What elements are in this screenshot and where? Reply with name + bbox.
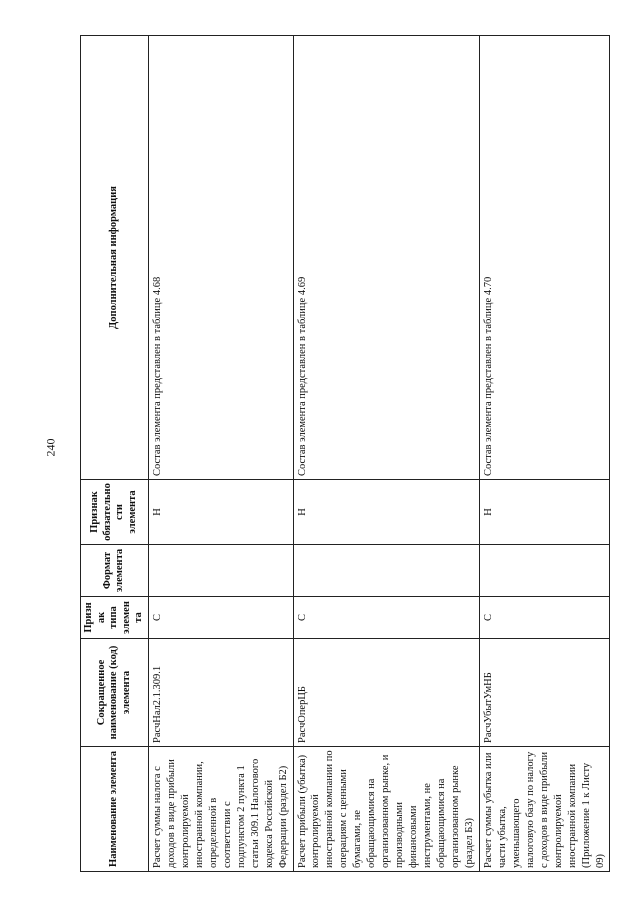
header-info: Дополнительная информация	[81, 36, 149, 480]
table-row	[148, 36, 293, 872]
cell-info: Состав элемента представлен в таблице 4.70	[479, 36, 610, 480]
cell-required: Н	[479, 480, 610, 545]
cell-code: РасчОперЦБ	[293, 639, 479, 747]
cell-name: Расчет суммы убытка или части убытка, уменьшающего налоговую базу по налогу с доходов в виде прибыли контролируемой иностранной компании (Приложение 1 к Листу 09)	[479, 747, 610, 872]
header-name: Наименование элемента	[81, 747, 149, 872]
header-required: Признак обязательности элемента	[81, 480, 149, 545]
cell-code: РасчУбытУмНБ	[479, 639, 610, 747]
cell-info: Состав элемента представлен в таблице 4.68	[148, 36, 293, 480]
cell-type: С	[479, 597, 610, 639]
cell-code: РасчНал2.1.309.1	[148, 639, 293, 747]
cell-required: Н	[293, 480, 479, 545]
header-type: Признак типа элемента	[81, 597, 149, 639]
cell-format	[293, 545, 479, 597]
elements-table	[80, 35, 610, 872]
table-row	[293, 36, 479, 872]
table-row	[479, 36, 610, 872]
header-format: Формат элемента	[81, 545, 149, 597]
cell-format	[479, 545, 610, 597]
cell-name: Расчет суммы налога с доходов в виде прибыли контролируемой иностранной компании, определенной в соответствии с подпунктом 2 пункта 1 статьи 309.1 Налогового кодекса Российской Федерации (раздел Б2)	[148, 747, 293, 872]
page-number: 240	[43, 438, 58, 457]
cell-info: Состав элемента представлен в таблице 4.69	[293, 36, 479, 480]
rotated-table-container	[80, 36, 606, 872]
cell-format	[148, 545, 293, 597]
cell-type: С	[293, 597, 479, 639]
cell-type: С	[148, 597, 293, 639]
cell-name: Расчет прибыли (убытка) контролируемой иностранной компании по операциям с ценными бумагами, не обращающимися на организованном рынке, и производными финансовыми инструментами, не обращающимися на организованном рынке (раздел Б3)	[293, 747, 479, 872]
table-header-row	[81, 36, 149, 872]
cell-required: Н	[148, 480, 293, 545]
header-code: Сокращенное наименование (код) элемента	[81, 639, 149, 747]
